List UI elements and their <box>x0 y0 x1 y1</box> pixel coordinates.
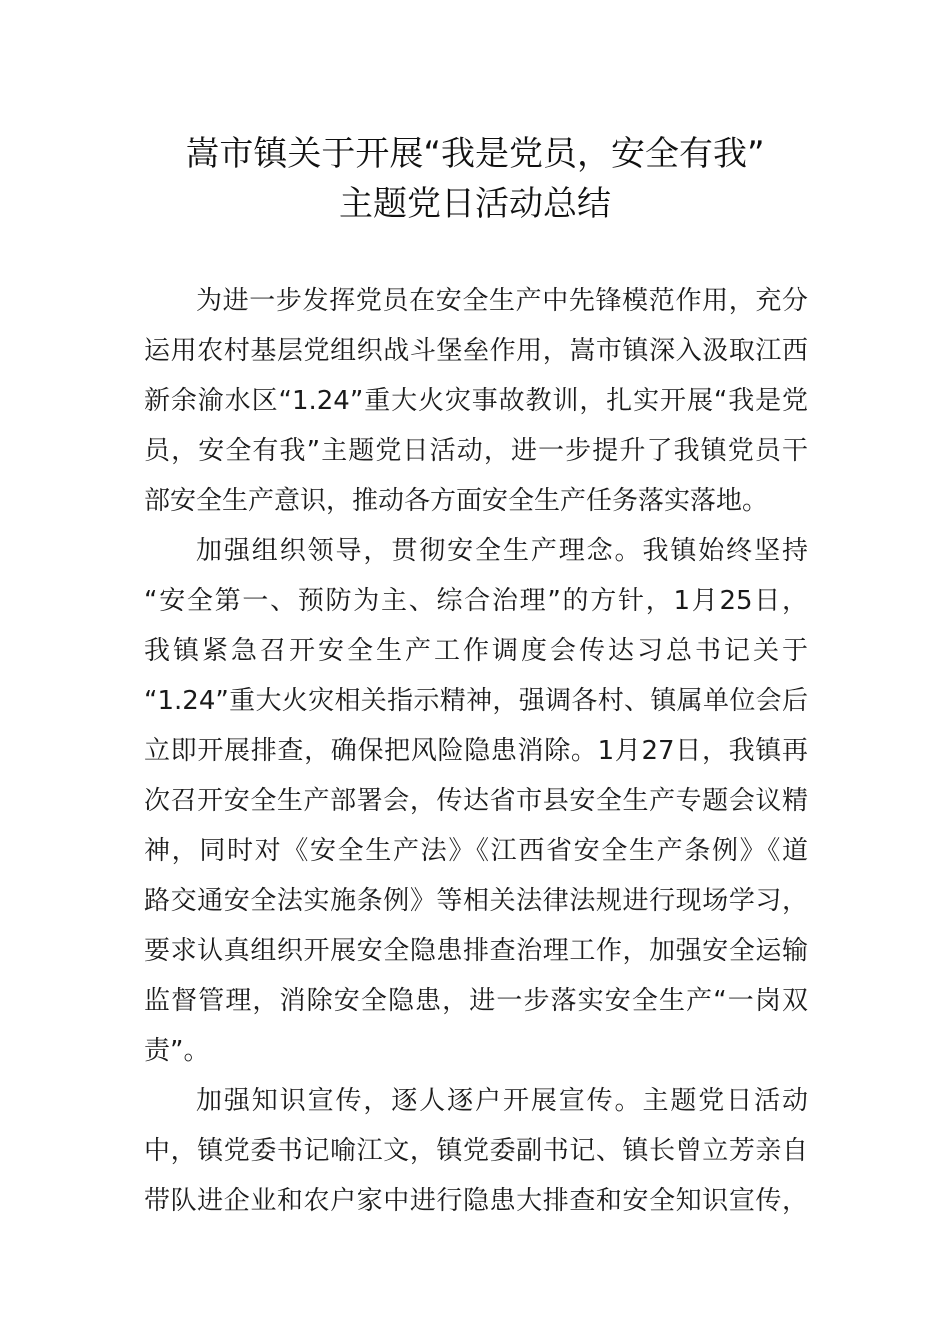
paragraph-line: “1.24”重大火灾相关指示精神，强调各村、镇属单位会后 <box>144 686 808 716</box>
paragraph-line: 立即开展排查，确保把风险隐患消除。1月27日，我镇再 <box>144 736 808 766</box>
paragraph-organization <box>144 526 808 1076</box>
paragraph-line: 监督管理，消除安全隐患，进一步落实安全生产“一岗双 <box>144 986 808 1016</box>
paragraph-line: 责”。 <box>144 1036 210 1066</box>
paragraph-line: 神，同时对《安全生产法》《江西省安全生产条例》《道 <box>144 836 808 866</box>
paragraph-line: 加强知识宣传，逐人逐户开展宣传。主题党日活动 <box>196 1086 808 1116</box>
paragraph-line: 带队进企业和农户家中进行隐患大排查和安全知识宣传， <box>144 1186 808 1216</box>
paragraph-line: 运用农村基层党组织战斗堡垒作用，嵩市镇深入汲取江西 <box>144 336 808 366</box>
paragraph-intro <box>144 276 808 526</box>
paragraph-line: 为进一步发挥党员在安全生产中先锋模范作用，充分 <box>196 286 808 316</box>
paragraph-line: 加强组织领导，贯彻安全生产理念。我镇始终坚持 <box>196 536 808 566</box>
paragraph-line: 要求认真组织开展安全隐患排查治理工作，加强安全运输 <box>144 936 808 966</box>
document-title-line-1: 嵩市镇关于开展“我是党员，安全有我” <box>185 134 765 174</box>
paragraph-line: “安全第一、预防为主、综合治理”的方针，1月25日， <box>144 586 808 616</box>
paragraph-line: 新余渝水区“1.24”重大火灾事故教训，扎实开展“我是党 <box>144 386 808 416</box>
paragraph-publicity <box>144 1076 808 1226</box>
document-title-line-2: 主题党日活动总结 <box>339 184 611 224</box>
paragraph-line: 次召开安全生产部署会，传达省市县安全生产专题会议精 <box>144 786 808 816</box>
paragraph-line: 路交通安全法实施条例》等相关法律法规进行现场学习， <box>144 886 808 916</box>
paragraph-line: 部安全生产意识，推动各方面安全生产任务落实落地。 <box>144 486 769 516</box>
paragraph-line: 我镇紧急召开安全生产工作调度会传达习总书记关于 <box>144 636 808 666</box>
paragraph-line: 员，安全有我”主题党日活动，进一步提升了我镇党员干 <box>144 436 808 466</box>
paragraph-line: 中，镇党委书记喻江文，镇党委副书记、镇长曾立芳亲自 <box>144 1136 808 1166</box>
